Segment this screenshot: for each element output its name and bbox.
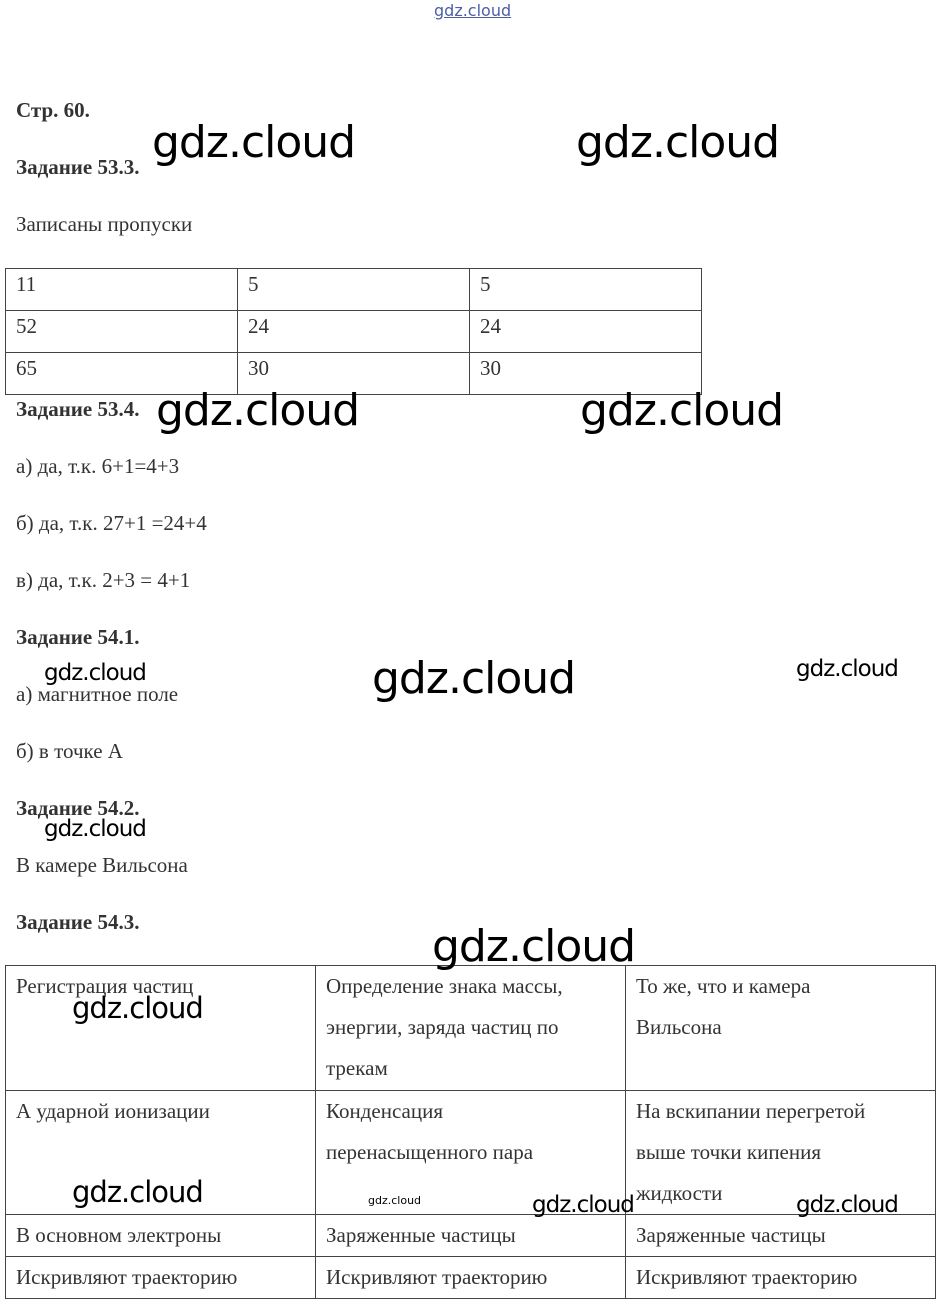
table-cell: Заряженные частицы [316, 1215, 626, 1257]
watermark: gdz.cloud [44, 816, 146, 842]
table-cell: 30 [238, 353, 470, 395]
table-cell: Искривляют траекторию [626, 1257, 936, 1299]
table-cell: Искривляют траекторию [6, 1257, 316, 1299]
table-cell: 24 [238, 311, 470, 353]
watermark: gdz.cloud [796, 1192, 898, 1218]
table-row [6, 1215, 936, 1257]
task-54-3-title: Задание 54.3. [16, 910, 140, 934]
watermark: gdz.cloud [156, 385, 360, 436]
task-53-3-note: Записаны пропуски [16, 212, 193, 236]
watermark: gdz.cloud [72, 1175, 203, 1209]
table-cell: 30 [470, 353, 702, 395]
task-54-1-line-b: б) в точке А [16, 739, 123, 763]
table-cell: 5 [238, 269, 470, 311]
watermark: gdz.cloud [152, 117, 356, 168]
table-cell: 5 [470, 269, 702, 311]
task-53-4-line-a: а) да, т.к. 6+1=4+3 [16, 454, 180, 478]
table-row [6, 311, 702, 353]
gaps-table [5, 268, 702, 395]
task-54-2-title: Задание 54.2. [16, 796, 140, 820]
watermark: gdz.cloud [576, 117, 780, 168]
table-cell: В основном электроны [6, 1215, 316, 1257]
watermark: gdz.cloud [72, 991, 203, 1025]
table-cell: Заряженные частицы [626, 1215, 936, 1257]
table-row [6, 269, 702, 311]
table-row [6, 1257, 936, 1299]
table-cell: Определение знака массы, энергии, заряда частиц по трекам [316, 966, 626, 1091]
watermark: gdz.cloud [368, 1194, 422, 1207]
table-cell: Конденсация перенасыщенного пара [316, 1091, 626, 1215]
table-cell: А ударной ионизации [6, 1091, 316, 1215]
task-53-3-title: Задание 53.3. [16, 155, 140, 179]
watermark: gdz.cloud [796, 656, 898, 682]
table-cell: 11 [6, 269, 238, 311]
task-53-4-line-c: в) да, т.к. 2+3 = 4+1 [16, 568, 191, 592]
watermark: gdz.cloud [44, 660, 146, 686]
table-cell: Регистрация частиц [6, 966, 316, 1091]
watermark-top-link[interactable]: gdz.cloud [434, 1, 512, 20]
table-cell: 52 [6, 311, 238, 353]
watermark: gdz.cloud [372, 653, 576, 704]
task-53-4-title: Задание 53.4. [16, 397, 140, 421]
watermark: gdz.cloud [432, 921, 636, 972]
table-cell: На вскипании перегретой выше точки кипения жидкости [626, 1091, 936, 1215]
table-row [6, 966, 936, 1091]
watermark: gdz.cloud [532, 1192, 634, 1218]
table-cell: Искривляют траекторию [316, 1257, 626, 1299]
task-54-2-line: В камере Вильсона [16, 853, 188, 877]
page-label: Стр. 60. [16, 98, 90, 122]
watermark: gdz.cloud [580, 385, 784, 436]
table-cell: 65 [6, 353, 238, 395]
task-54-1-line-a: а) магнитное поле [16, 682, 179, 706]
task-53-4-line-b: б) да, т.к. 27+1 =24+4 [16, 511, 207, 535]
task-54-1-title: Задание 54.1. [16, 625, 140, 649]
table-cell: 24 [470, 311, 702, 353]
table-cell: То же, что и камера Вильсона [626, 966, 936, 1091]
